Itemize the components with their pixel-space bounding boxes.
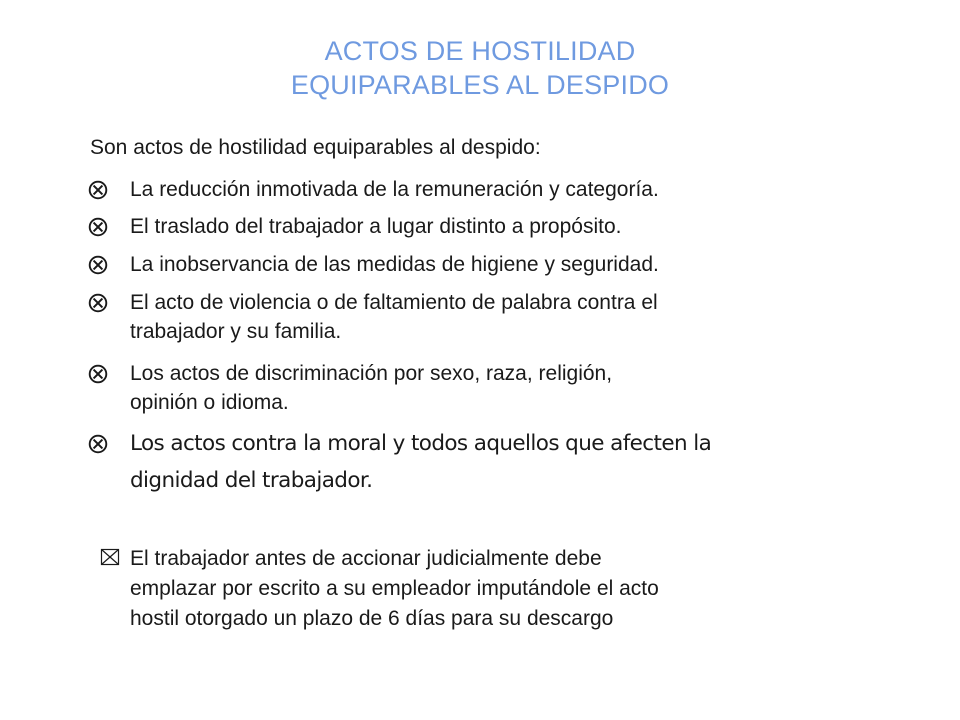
- envelope-cross-icon: [100, 547, 120, 567]
- list-item-text: Los actos de discriminación por sexo, raza, religión,: [130, 362, 613, 385]
- list-item-text: trabajador y su familia.: [130, 320, 342, 343]
- circled-cross-icon: [88, 364, 108, 384]
- intro-text: Son actos de hostilidad equiparables al despido:: [90, 136, 541, 159]
- list-item-text: La inobservancia de las medidas de higiene y seguridad.: [130, 253, 659, 276]
- note-text: emplazar por escrito a su empleador imputándole el acto: [130, 577, 659, 600]
- circled-cross-icon: [88, 180, 108, 200]
- list-item-text: dignidad del trabajador.: [130, 468, 373, 493]
- circled-cross-icon: [88, 434, 108, 454]
- circled-cross-icon: [88, 217, 108, 237]
- list-item-text: La reducción inmotivada de la remuneración y categoría.: [130, 178, 659, 201]
- note-text: hostil otorgado un plazo de 6 días para su descargo: [130, 607, 614, 630]
- list-item-text: Los actos contra la moral y todos aquellos que afecten la: [130, 431, 712, 456]
- circled-cross-icon: [88, 255, 108, 275]
- circled-cross-icon: [88, 293, 108, 313]
- list-item-text: El acto de violencia o de faltamiento de palabra contra el: [130, 291, 658, 314]
- list-item-text: opinión o idioma.: [130, 391, 289, 414]
- title-line-1: ACTOS DE HOSTILIDAD: [324, 36, 636, 66]
- note-text: El trabajador antes de accionar judicialmente debe: [130, 547, 602, 570]
- slide-title: [0, 34, 960, 102]
- list-item-text: El traslado del trabajador a lugar distinto a propósito.: [130, 215, 622, 238]
- title-line-2: EQUIPARABLES AL DESPIDO: [290, 70, 670, 100]
